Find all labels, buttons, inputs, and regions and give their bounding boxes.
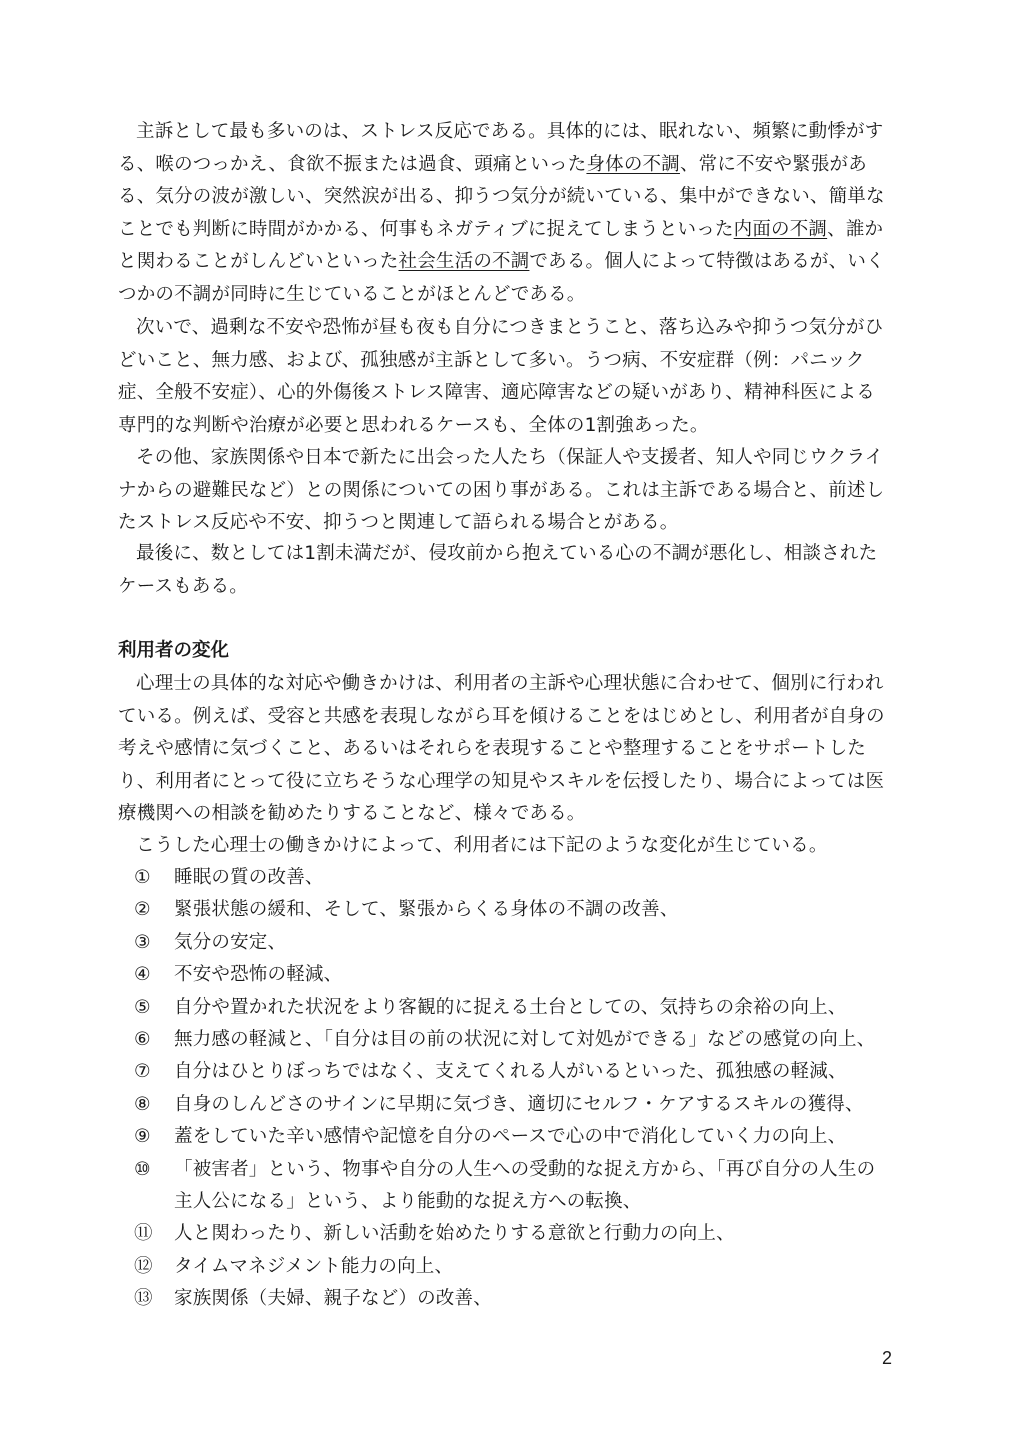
underlined-term: 身体の不調: [586, 153, 680, 175]
item-number: ⑧: [134, 1093, 151, 1115]
list-item: [134, 1056, 894, 1088]
item-number: ①: [134, 867, 151, 888]
item-number: ⑩: [134, 1158, 151, 1180]
paragraph-secondary-complaints: [118, 312, 893, 442]
list-item: [134, 1024, 894, 1056]
page-number: 2: [881, 1348, 892, 1368]
item-text: 自身のしんどさのサインに早期に気づき、適切にセルフ・ケアするスキルの獲得、: [174, 1093, 864, 1115]
item-number: ⑫: [134, 1255, 153, 1277]
item-number: ⑬: [134, 1288, 153, 1310]
list-item: [134, 959, 894, 991]
list-item: [134, 1218, 894, 1250]
list-item: [134, 1251, 894, 1283]
paragraph-changes-intro: こうした心理士の働きかけによって、利用者には下記のような変化が生じている。: [136, 835, 828, 856]
text-run: 、誰かと関わることがしんどいといった: [118, 218, 884, 273]
item-number: ⑨: [134, 1126, 151, 1148]
item-number: ②: [134, 899, 151, 921]
item-number: ⑦: [134, 1061, 151, 1083]
item-text: 緊張状態の緩和、そして、緊張からくる身体の不調の改善、: [174, 899, 679, 921]
list-item: [134, 1283, 894, 1315]
paragraph-main-complaints: [118, 116, 893, 312]
list-item: [134, 1121, 894, 1153]
paragraph-preexisting: [118, 538, 893, 603]
paragraph-counselor-approach: 心理士の具体的な対応や働きかけは、利用者の主訴や心理状態に合わせて、個別に行われている。例えば、受容と共感を表現しながら耳を傾けることをはじめとし、利用者が自身の考えや感情に気づくこと、あるいはそれらを表現することや整理することをサポートしたり、利用者にとって役に立ちそうな心理学の知見やスキルを伝授したり、場合によっては医療機関への相談を勧めたりすることなど、様々である。: [118, 673, 885, 825]
list-item: [134, 894, 894, 926]
item-text: 蓋をしていた辛い感情や記憶を自分のペースで心の中で消化していく力の向上、: [174, 1126, 847, 1148]
item-text: 人と関わったり、新しい活動を始めたりする意欲と行動力の向上、: [174, 1223, 735, 1245]
item-number: ⑥: [134, 1029, 151, 1051]
paragraph-relationships: [118, 442, 893, 540]
section-heading: 利用者の変化: [118, 640, 230, 661]
text-run: 主訴として最も多いのは、ストレス反応である。具体的には、眠れない、頻繁に動悸がする、喉のつっかえ、食欲不振または過食、頭痛といった: [118, 121, 884, 175]
item-text: 睡眠の質の改善、: [174, 867, 324, 888]
text-run: 、常に不安や緊張がある、気分の波が激しい、突然涙が出る、抑うつ気分が続いている、集中ができない、簡単なことでも判断に時間がかかる、何事もネガティブに捉えてしまうといった: [118, 153, 885, 240]
list-item: [134, 992, 894, 1024]
text-run: である。個人によって特徴はあるが、いくつかの不調が同時に生じていることがほとんどである。: [118, 251, 885, 305]
item-number: ④: [134, 964, 151, 986]
list-item: [134, 1089, 894, 1121]
underlined-term: 社会生活の不調: [398, 251, 530, 273]
item-text: 自分や置かれた状況をより客観的に捉える土台としての、気持ちの余裕の向上、: [174, 996, 847, 1018]
item-number: ⑪: [134, 1223, 153, 1245]
list-item: [134, 927, 894, 959]
text-run: その他、家族関係や日本で新たに出会った人たち（保証人や支援者、知人や同じウクライナからの避難民など）との関係についての困り事がある。これは主訴である場合と、前述したストレス反応や不安、抑うつと関連して語られる場合とがある。: [118, 447, 885, 534]
text-run: 次いで、過剰な不安や恐怖が昼も夜も自分につきまとうこと、落ち込みや抑うつ気分がひどいこと、無力感、および、孤独感が主訴として多い。うつ病、不安症群（例：パニック症、全般不安症）、心的外傷後ストレス障害、適応障害などの疑いがあり、精神科医による専門的な判断や治療が必要と思われるケースも、全体の1割強あった。: [118, 317, 884, 436]
item-text: タイムマネジメント能力の向上、: [174, 1255, 454, 1277]
list-item: [134, 862, 894, 894]
item-text: 無力感の軽減と、「自分は目の前の状況に対して対処ができる」などの感覚の向上、: [174, 1029, 876, 1051]
text-run: 最後に、数としては1割未満だが、侵攻前から抱えている心の不調が悪化し、相談されたケースもある。: [118, 543, 878, 597]
item-text: 不安や恐怖の軽減、: [174, 964, 343, 986]
item-text: 「被害者」という、物事や自分の人生への受動的な捉え方から、「再び自分の人生の主人公になる」という、より能動的な捉え方への転換、: [174, 1158, 876, 1213]
changes-list: [134, 862, 894, 1316]
item-text: 気分の安定、: [174, 931, 287, 953]
item-number: ③: [134, 931, 151, 953]
item-text: 自分はひとりぼっちではなく、支えてくれる人がいるといった、孤独感の軽減、: [174, 1061, 847, 1083]
underlined-term: 内面の不調: [733, 218, 828, 240]
item-number: ⑤: [134, 996, 151, 1018]
list-item: [134, 1154, 894, 1219]
item-text: 家族関係（夫婦、親子など）の改善、: [174, 1288, 492, 1310]
